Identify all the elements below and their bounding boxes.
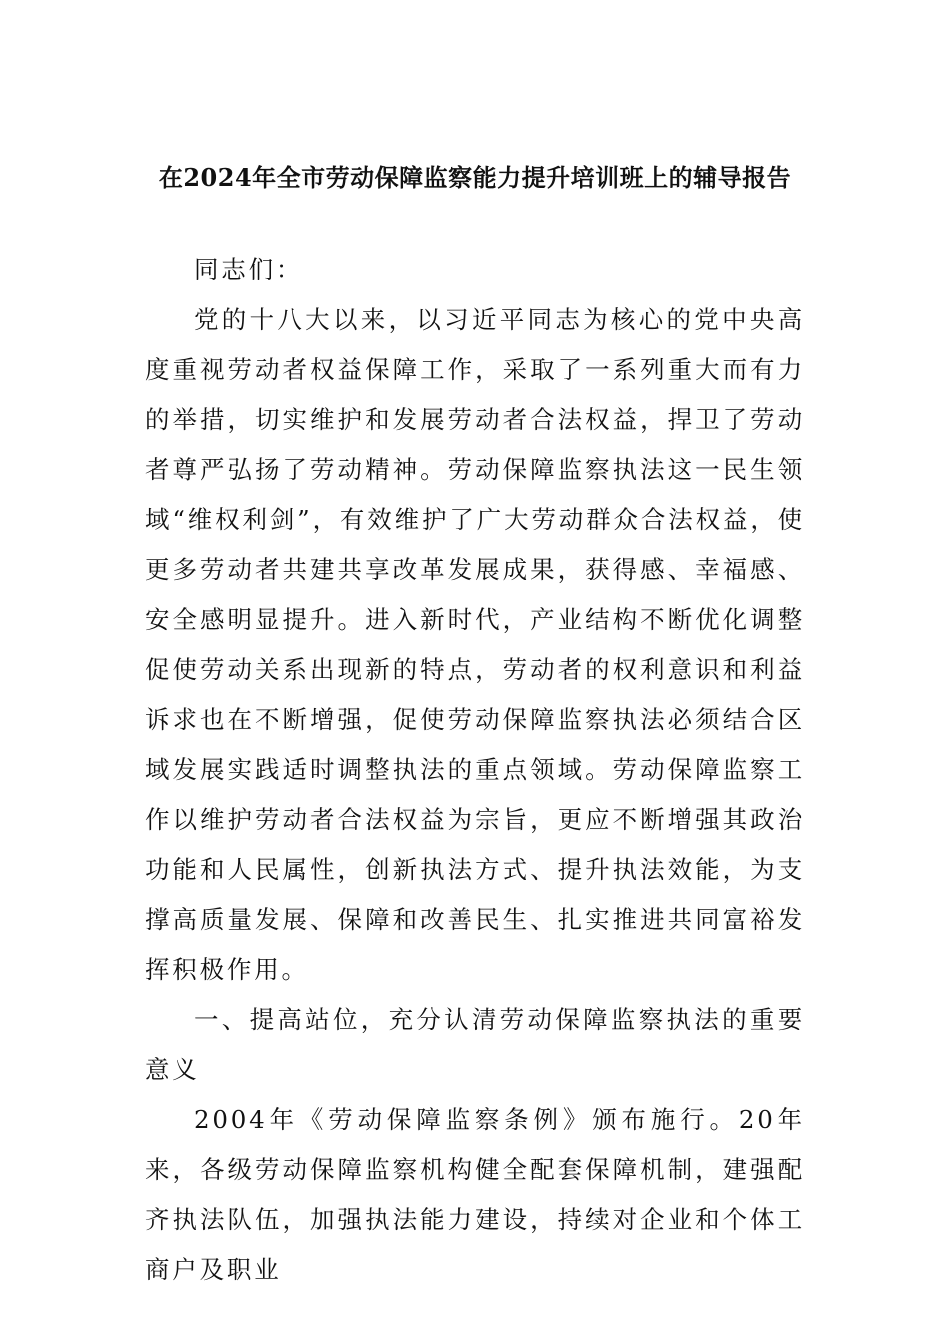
salutation: 同志们： — [194, 255, 304, 284]
paragraph-section-1: 2004年《劳动保障监察条例》颁布施行。20年来，各级劳动保障监察机构健全配套保障机制，建强配齐执法队伍，加强执法能力建设，持续对企业和个体工商户及职业 — [145, 1105, 805, 1284]
document-body — [145, 245, 805, 1295]
document-title: 在2024年全市劳动保障监察能力提升培训班上的辅导报告 — [158, 163, 792, 192]
paragraph-intro: 党的十八大以来，以习近平同志为核心的党中央高度重视劳动者权益保障工作，采取了一系列重大而有力的举措，切实维护和发展劳动者合法权益，捍卫了劳动者尊严弘扬了劳动精神。劳动保障监察执法这一民生领域“维权利剑”，有效维护了广大劳动群众合法权益，使更多劳动者共建共享改革发展成果，获得感、幸福感、安全感明显提升。进入新时代，产业结构不断优化调整促使劳动关系出现新的特点，劳动者的权利意识和利益诉求也在不断增强，促使劳动保障监察执法必须结合区域发展实践适时调整执法的重点领域。劳动保障监察工作以维护劳动者合法权益为宗旨，更应不断增强其政治功能和人民属性，创新执法方式、提升执法效能，为支撑高质量发展、保障和改善民生、扎实推进共同富裕发挥积极作用。 — [145, 305, 805, 984]
section-heading-1: 一、提高站位，充分认清劳动保障监察执法的重要意义 — [145, 1005, 805, 1084]
